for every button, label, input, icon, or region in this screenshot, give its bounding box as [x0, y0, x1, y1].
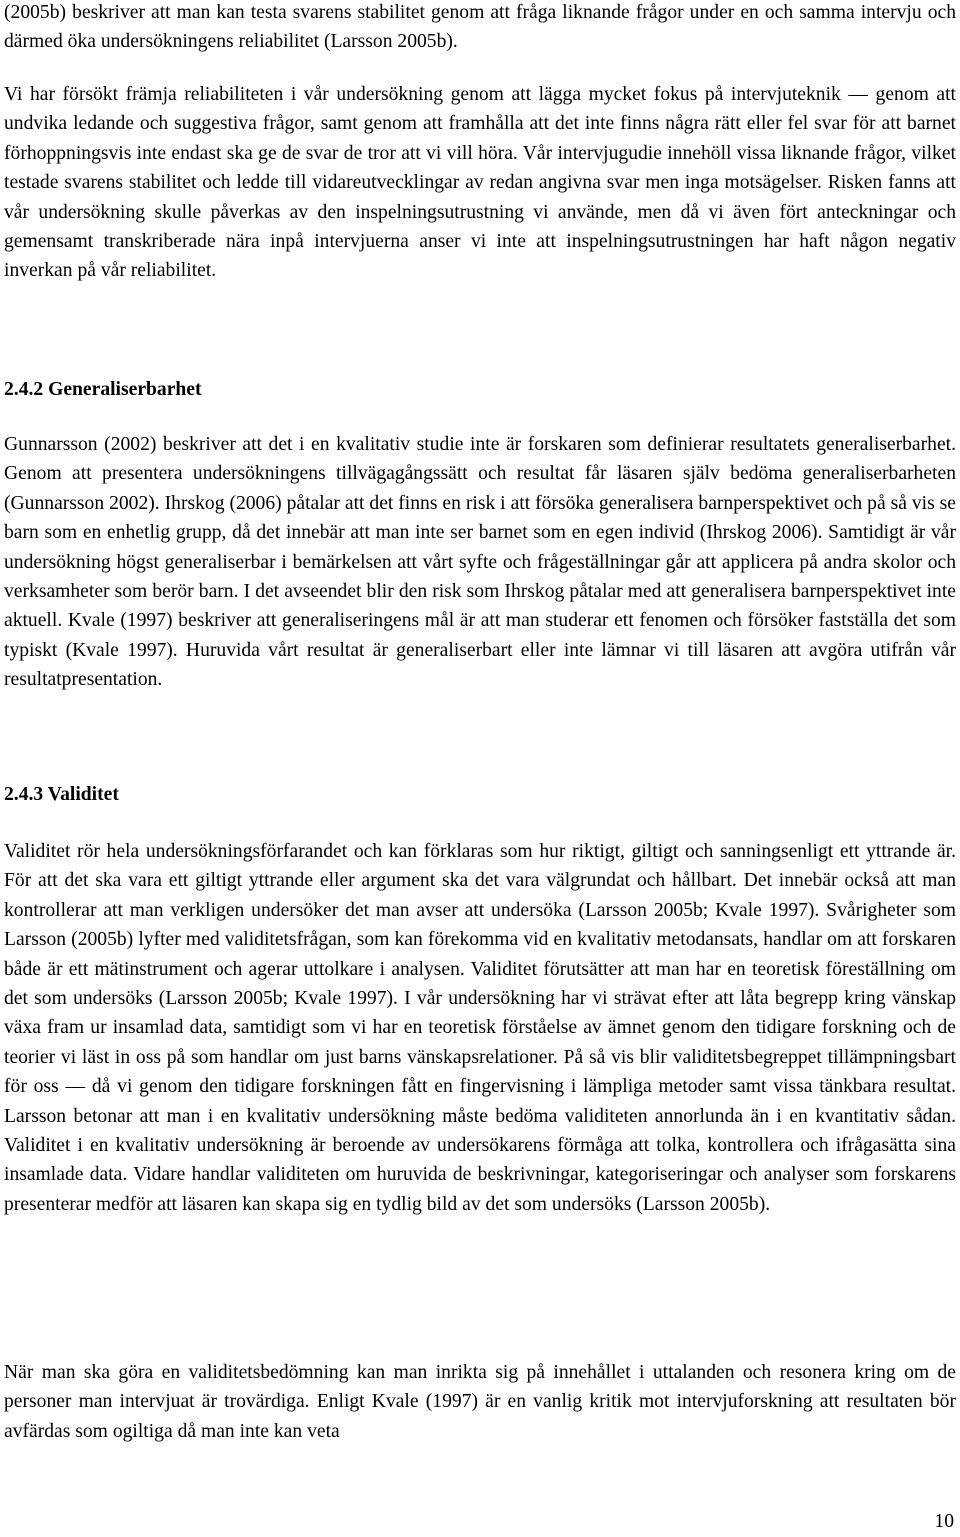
page-number: 10 — [934, 1511, 954, 1532]
paragraph-generaliserbarhet: Gunnarsson (2002) beskriver att det i en kvalitativ studie inte är forskaren som definierar resultatets generaliserbarhet. Genom att presentera undersökningens tillvägagångssätt och resultat får läsaren själv bedöma generaliserbarheten (Gunnarsson 2002). Ihrskog (2006) påtalar att det finns en risk i att försöka generalisera barnperspektivet och på så vis se barn som en enhetlig grupp, då det innebär att man inte ser barnet som en egen individ (Ihrskog 2006). Samtidigt är vår undersökning högst generaliserbar i bemärkelsen att vårt syfte och frågeställningar går att applicera på andra skolor och verksamheter som berör barn. I det avseendet blir den risk som Ihrskog påtalar med att generalisera barnperspektivet inte aktuell. Kvale (1997) beskriver att generaliseringens mål är att man studerar ett fenomen och försöker fastställa det som typiskt (Kvale 1997). Huruvida vårt resultat är generaliserbart eller inte lämnar vi till läsaren att avgöra utifrån vår resultatpresentation. — [4, 434, 956, 691]
paragraph-validitet: Validitet rör hela undersökningsförfarandet och kan förklaras som hur riktigt, giltigt och sanningsenligt ett yttrande är. För att det ska vara ett giltigt yttrande eller argument ska det vara välgrundat och hållbart. Det innebär också att man kontrollerar att man verkligen undersöker det man avser att undersöka (Larsson 2005b; Kvale 1997). Svårigheter som Larsson (2005b) lyfter med validitetsfrågan, som kan förekomma vid en kvalitativ metodansats, handlar om att forskaren både är ett mätinstrument och agerar uttolkare i analysen. Validitet förutsätter att man har en teoretisk föreställning om det som undersöks (Larsson 2005b; Kvale 1997). I vår undersökning har vi strävat efter att låta begrepp kring vänskap växa fram ur insamlad data, samtidigt som vi har en teoretisk förståelse av ämnet genom den tidigare forskning och de teorier vi läst in oss på som handlar om just barns vänskapsrelationer. På så vis blir validitetsbegreppet tillämpningsbart för oss — då vi genom den tidigare forskningen fått en fingervisning i lämpliga metoder samt vissa tänkbara resultat. Larsson betonar att man i en kvalitativ undersökning måste bedöma validiteten annorlunda än i en kvantitativ sådan. Validitet i en kvalitativ undersökning är beroende av undersökarens förmåga att tolka, kontrollera och ifrågasätta sina insamlade data. Vidare handlar validiteten om huruvida de beskrivningar, kategoriseringar och analyser som forskarens presenterar medför att läsaren kan skapa sig en tydlig bild av det som undersöks (Larsson 2005b). — [4, 841, 956, 1215]
section-heading-generaliserbarhet: 2.4.2 Generaliserbarhet — [4, 379, 202, 400]
paragraph-validitetsbedomning: När man ska göra en validitetsbedömning kan man inrikta sig på innehållet i uttalanden och resonera kring om de personer man intervjuat är trovärdiga. Enligt Kvale (1997) är en vanlig kritik mot intervjuforskning att resultaten bör avfärdas som ogiltiga då man inte kan veta — [4, 1362, 956, 1442]
paragraph-reliability-intro: (2005b) beskriver att man kan testa svarens stabilitet genom att fråga liknande frågor under en och samma intervju och därmed öka undersökningens reliabilitet (Larsson 2005b). — [4, 2, 956, 53]
paragraph-reliability-main: Vi har försökt främja reliabiliteten i vår undersökning genom att lägga mycket fokus på intervjuteknik — genom att undvika ledande och suggestiva frågor, samt genom att framhålla att det inte finns några rätt eller fel svar för att barnet förhoppningsvis inte endast ska ge de svar de tror att vi vill höra. Vår intervjugudie innehöll vissa liknande frågor, vilket testade svarens stabilitet och ledde till vidareutvecklingar av redan angivna svar men inga motsägelser. Risken fanns att vår undersökning skulle påverkas av den inspelningsutrustning vi använde, men då vi även fört anteckningar och gemensamt transkriberade nära inpå intervjuerna anser vi inte att inspelningsutrustningen har haft någon negativ inverkan på vår reliabilitet. — [4, 84, 956, 282]
section-heading-validitet: 2.4.3 Validitet — [4, 784, 119, 805]
